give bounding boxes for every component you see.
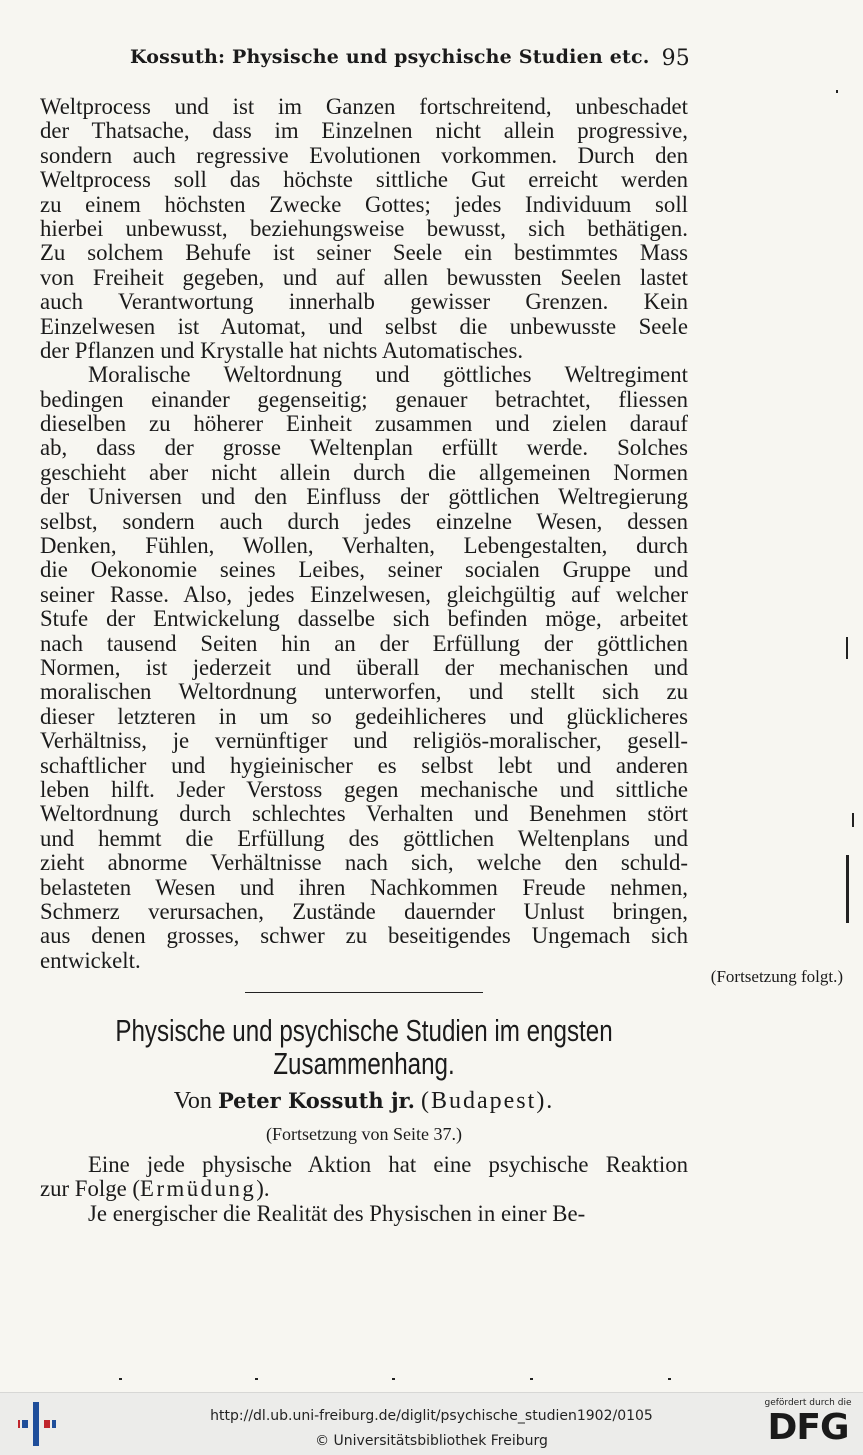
text-line: Weltprocess und ist im Ganzen fortschreitend, unbeschadet (40, 94, 688, 119)
text-line: geschieht aber nicht allein durch die allgemeinen Normen (40, 459, 688, 485)
scan-mark (392, 1378, 395, 1380)
text-line: selbst, sondern auch durch jedes einzelne Wesen, dessen (40, 508, 688, 534)
text-line: Verhältniss, je vernünftiger und religiös-moralischer, gesell- (40, 728, 688, 754)
text-line: Stufe der Entwickelung dasselbe sich befinden möge, arbeitet (40, 606, 688, 632)
text-line: belasteten Wesen und ihren Nachkommen Freude nehmen, (40, 874, 688, 900)
text-line: Je energischer die Realität des Physischen in einer Be- (88, 1200, 586, 1226)
text-line: zieht abnorme Verhältnisse nach sich, welche den schuld- (40, 850, 688, 876)
text-line: Schmerz verursachen, Zustände dauernder Unlust bringen, (40, 898, 688, 924)
section-divider (245, 992, 483, 993)
text-line: aus denen grosses, schwer zu beseitigendes Ungemach sich (40, 923, 688, 949)
dfg-wordmark: DFG (767, 1407, 849, 1448)
text-line: entwickelt. (40, 947, 141, 973)
permalink-url[interactable]: http://dl.ub.uni-freiburg.de/diglit/psychische_studien1902/0105 (210, 1408, 653, 1424)
text-line: Normen, ist jederzeit und überall der mechanischen und (40, 654, 688, 680)
running-header (130, 46, 690, 76)
dfg-funding-note: gefördert durch die (764, 1398, 852, 1408)
byline-von: Von (173, 1088, 212, 1114)
spaced-emphasis: Ermüdung (140, 1176, 257, 1202)
text-line: leben hilft. Jeder Verstoss gegen mechanische und sittliche (40, 776, 688, 802)
text-run: ). (256, 1176, 270, 1202)
article-title (111, 1014, 616, 1080)
text-line: nach tausend Seiten hin an der Erfüllung der göttlichen (40, 630, 688, 656)
dfg-logo (760, 1398, 856, 1450)
text-line: von Freiheit gegeben, und auf allen bewussten Seelen lastet (40, 264, 688, 290)
text-line: seiner Rasse. Also, jedes Einzelwesen, gleichgültig auf welcher (40, 581, 688, 607)
paragraph-1 (40, 95, 688, 363)
body-text (40, 95, 688, 973)
text-line: auch Verantwortung innerhalb gewisser Grenzen. Kein (40, 289, 688, 315)
to-be-continued-note: (Fortsetzung folgt.) (710, 967, 843, 986)
text-line: Eine jede physische Aktion hat eine psychische Reaktion (88, 1152, 688, 1177)
text-line: moralischen Weltordnung unterworfen, und stellt sich zu (40, 679, 688, 705)
scan-mark (846, 637, 848, 659)
text-line: hierbei unbewusst, beziehungsweise bewusst, sich bethätigen. (40, 215, 688, 241)
byline-author: Peter Kossuth jr. (217, 1088, 415, 1113)
article-title-line: Zusammenhang. (273, 1046, 455, 1081)
text-line: und hemmt die Erfüllung des göttlichen Weltenplans und (40, 825, 688, 851)
text-line: der Thatsache, dass im Einzelnen nicht allein progressive, (40, 118, 688, 144)
continuation-note: (Fortsetzung von Seite 37.) (266, 1124, 462, 1144)
article-title-line: Physische und psychische Studien im engsten (115, 1013, 613, 1048)
scan-mark (852, 813, 854, 827)
text-line: zu einem höchsten Zwecke Gottes; jedes Individuum soll (40, 191, 688, 217)
text-line: dieselben zu höherer Einheit zusammen und zielen darauf (40, 411, 688, 437)
text-line: sondern auch regressive Evolutionen vorkommen. Durch den (40, 142, 688, 168)
text-line: Moralische Weltordnung und göttliches Weltregiment (88, 362, 688, 388)
paragraph-2 (40, 363, 688, 973)
scan-mark (530, 1378, 533, 1380)
text-line: die Oekonomie seines Leibes, seiner socialen Gruppe und (40, 557, 688, 583)
text-line: der Pflanzen und Krystalle hat nichts Automatisches. (40, 337, 524, 363)
page-number: 95 (661, 46, 690, 71)
text-line: der Universen und den Einfluss der göttlichen Weltregierung (40, 484, 688, 510)
scan-mark (255, 1378, 258, 1380)
scan-mark (119, 1378, 122, 1380)
text-line (40, 1177, 688, 1201)
scan-mark (836, 90, 838, 93)
text-line: schaftlicher und hygieinischer es selbst lebt und anderen (40, 752, 688, 778)
text-line: Denken, Fühlen, Wollen, Verhalten, Lebengestalten, durch (40, 533, 688, 559)
scan-mark (846, 855, 849, 923)
running-title: Kossuth: Physische und psychische Studien etc. (130, 46, 650, 68)
text-line: dieser letzteren in um so gedeihlicheres und glücklicheres (40, 703, 688, 729)
text-line: Weltordnung durch schlechtes Verhalten und Benehmen stört (40, 801, 688, 827)
text-line: Zu solchem Behufe ist seiner Seele ein bestimmtes Mass (40, 240, 688, 266)
copyright-notice: © Universitätsbibliothek Freiburg (315, 1433, 548, 1449)
article-body (40, 1153, 688, 1226)
text-line: Einzelwesen ist Automat, und selbst die unbewusste Seele (40, 313, 688, 339)
byline (40, 1088, 688, 1115)
text-line: ab, dass der grosse Weltenplan erfüllt werde. Solches (40, 435, 688, 461)
text-line: Weltprocess soll das höchste sittliche Gut erreicht werden (40, 167, 688, 193)
scan-mark (668, 1378, 671, 1380)
text-line: bedingen einander gegenseitig; genauer betrachtet, fliessen (40, 386, 688, 412)
text-run: zur Folge ( (40, 1176, 141, 1202)
byline-place: (Budapest). (421, 1088, 555, 1114)
